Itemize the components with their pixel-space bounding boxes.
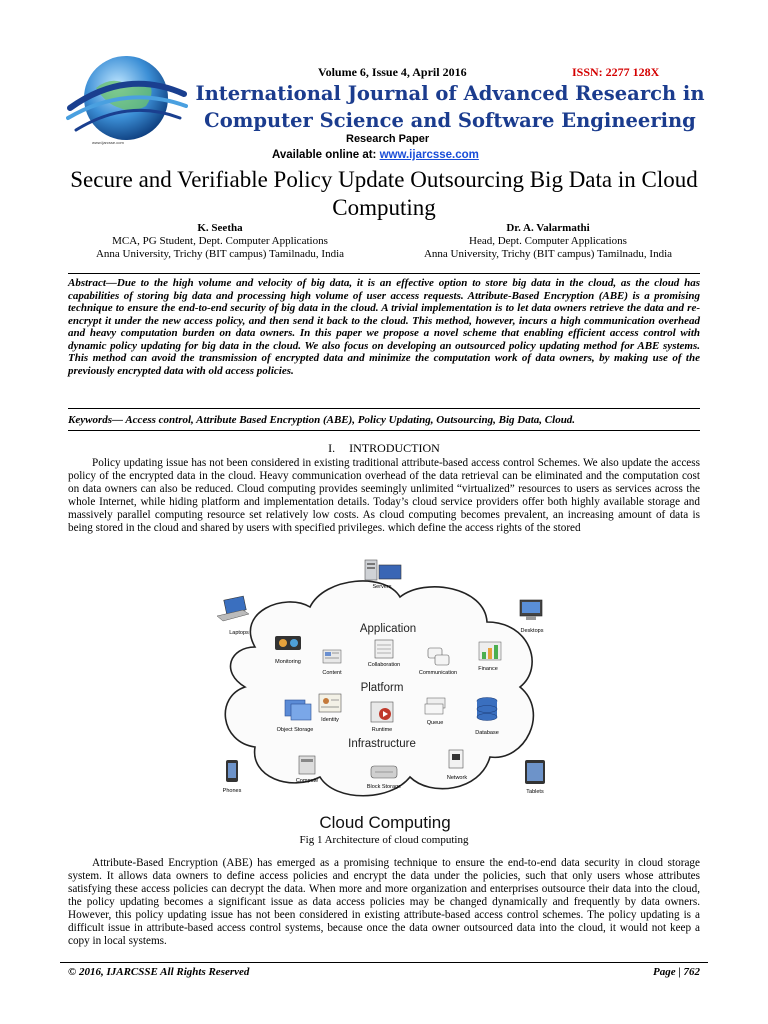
abstract-top-rule	[68, 273, 700, 274]
author-2	[388, 222, 708, 261]
figure-title: Cloud Computing	[319, 813, 451, 832]
logo-caption: www.ijarcsse.com	[92, 140, 124, 145]
layer-application: Application	[359, 623, 417, 635]
cloud-architecture-figure	[195, 552, 575, 832]
label-block-storage: Block Storage	[366, 784, 402, 790]
available-online	[272, 149, 479, 161]
keywords-bottom-rule	[68, 430, 700, 431]
layer-platform: Platform	[360, 682, 404, 694]
paper-type: Research Paper	[346, 133, 430, 145]
layer-infrastructure: Infrastructure	[348, 738, 416, 750]
author-1	[60, 222, 380, 261]
label-collaboration: Collaboration	[367, 662, 401, 668]
label-desktops: Desktops	[520, 628, 544, 634]
label-phones: Phones	[222, 788, 242, 794]
label-runtime: Runtime	[371, 727, 393, 733]
label-finance: Finance	[478, 666, 498, 672]
label-object-storage: Object Storage	[276, 727, 314, 733]
journal-masthead	[0, 0, 768, 170]
collaboration-icon	[375, 640, 393, 658]
label-communication: Communication	[418, 670, 458, 676]
finance-icon	[479, 642, 501, 660]
identity-icon	[319, 694, 341, 712]
tablet-icon	[525, 760, 545, 784]
queue-icon	[425, 698, 445, 714]
available-online-label: Available online at:	[272, 149, 380, 161]
label-network: Network	[446, 775, 468, 781]
label-monitoring: Monitoring	[275, 659, 301, 665]
footer-copyright: © 2016, IJARCSSE All Rights Reserved	[68, 966, 250, 978]
journal-globe-logo	[66, 48, 188, 150]
label-compute: Compute	[295, 778, 319, 784]
author-role: Head, Dept. Computer Applications	[469, 235, 627, 247]
journal-title: International Journal of Advanced Research in Computer Science and Software Engineering	[195, 82, 705, 132]
database-icon	[477, 698, 497, 721]
volume-issue: Volume 6, Issue 4, April 2016	[318, 65, 467, 79]
label-tablets: Tablets	[526, 789, 544, 795]
compute-icon	[299, 756, 315, 774]
label-content: Content	[322, 670, 342, 676]
author-name: K. Seetha	[197, 222, 243, 234]
laptop-icon	[217, 596, 249, 621]
author-affiliation: Anna University, Trichy (BIT campus) Tamilnadu, India	[95, 248, 345, 260]
network-icon	[449, 750, 463, 768]
intro-paragraph-2: Attribute-Based Encryption (ABE) has emerged as a promising technique to ensure the end-to-end data security in cloud storage system. It allows data owners to define access policies and encrypt the data under the policies, such that only users whose attributes satisfying these access policies can decrypt the data. When more and more organization and enterprises outsource their data into the cloud, the policy updating becomes a significant issue as data access policies may be changed dynamically and frequently by data owners. However, this policy updating issue has not been considered in existing attribute-based access control schemes. The policy updating is a difficult issue in attribute-based access control systems, because once the data owner outsourced data into the cloud, it would not keep a copy in local systems.	[68, 857, 700, 947]
abstract: Abstract—Due to the high volume and velocity of big data, it is an effective option to store big data in the cloud, as the cloud has capabilities of storing big data and processing high volume of user access requests. Attribute-Based Encryption (ABE) is a promising technique to ensure the end-to-end security of big data in the cloud. A trivial implementation is to let data owners retrieve the data and re-encrypt it under the new access policy, and then send it back to the cloud. This method, however, incurs a high communication overhead and heavy computation burden on data owners. In this paper we propose a novel scheme that enabling efficient access control with dynamic policy updating for big data in the cloud. We also focus on developing an outsourced policy updating method for ABE systems. This method can avoid the transmission of encrypted data and minimize the computation work of data owners, by making use of the previously encrypted data with old access policies.	[68, 277, 700, 377]
issn: ISSN: 2277 128X	[572, 65, 660, 79]
label-laptops: Laptops	[229, 630, 249, 636]
abstract-bottom-rule	[68, 408, 700, 409]
author-role: MCA, PG Student, Dept. Computer Applications	[112, 235, 328, 247]
figure-caption: Fig 1 Architecture of cloud computing	[299, 834, 469, 846]
label-database: Database	[475, 730, 499, 736]
keywords: Keywords— Access control, Attribute Based Encryption (ABE), Policy Updating, Outsourcing, Big Data, Cloud.	[68, 414, 576, 426]
label-servers: Servers	[372, 584, 392, 590]
block-storage-icon	[371, 766, 397, 778]
content-icon	[323, 650, 341, 663]
section-number: I.	[328, 441, 336, 455]
author-name: Dr. A. Valarmathi	[506, 222, 590, 234]
section-title: INTRODUCTION	[349, 441, 440, 455]
section-heading-introduction	[0, 441, 768, 456]
phone-icon	[226, 760, 238, 782]
journal-url-link[interactable]: www.ijarcsse.com	[379, 149, 479, 161]
label-queue: Queue	[426, 720, 444, 726]
desktop-icon	[520, 600, 542, 620]
author-affiliation: Anna University, Trichy (BIT campus) Tamilnadu, India	[423, 248, 673, 260]
label-identity: Identity	[321, 717, 339, 723]
monitoring-icon	[275, 636, 301, 650]
servers-icon	[365, 560, 401, 580]
footer-rule	[60, 962, 708, 963]
intro-paragraph-1: Policy updating issue has not been considered in existing traditional attribute-based access control Schemes. We also update the access policy of the encrypted data in the cloud. Heavy communication overhead of the data retrieval can be eliminated and the computation cost on data owners can also be reduced. Cloud computing provides seemingly unlimited “virtualized” resources to users as services across the whole Internet, while hiding platform and implementation details. Today’s cloud service providers offer both highly available storage and massively parallel computing resource set relatively low costs. As cloud computing becomes prevalent, an increasing amount of data is being stored in the cloud and shared by users with specified privileges. which define the access rights of the stored	[68, 457, 700, 534]
runtime-icon	[371, 702, 393, 722]
footer-page-number: Page | 762	[652, 966, 700, 978]
paper-title: Secure and Verifiable Policy Update Outsourcing Big Data in Cloud Computing	[70, 167, 698, 220]
